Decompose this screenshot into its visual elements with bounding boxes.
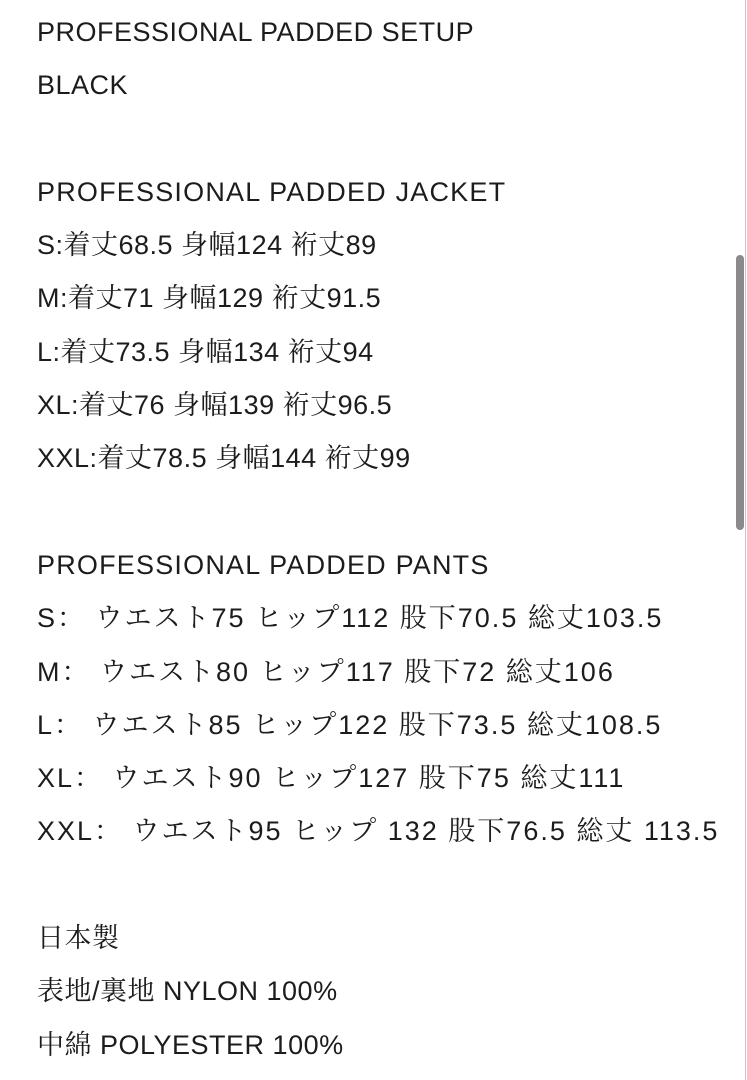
jacket-size-row-xl: XL:着丈76 身幅139 裄丈96.5 [37, 390, 393, 421]
jacket-heading: PROFESSIONAL PADDED JACKET [37, 176, 507, 207]
origin-text: 日本製 [37, 923, 120, 954]
pants-size-row-s: S： ウエスト75 ヒップ112 股下70.5 総丈103.5 [37, 603, 664, 634]
size-spec-text-block [37, 6, 733, 1072]
pants-size-row-xl: XL： ウエスト90 ヒップ127 股下75 総丈111 [37, 763, 626, 794]
product-color: BLACK [37, 70, 129, 101]
scrollbar-thumb[interactable] [736, 255, 744, 530]
pants-size-row-l: L： ウエスト85 ヒップ122 股下73.5 総丈108.5 [37, 709, 663, 740]
spacer [37, 113, 733, 166]
pants-size-row-xxl: XXL： ウエスト95 ヒップ 132 股下76.5 総丈 113.5 [37, 816, 720, 847]
pants-size-row-m: M： ウエスト80 ヒップ117 股下72 総丈106 [37, 656, 615, 687]
jacket-size-row-xxl: XXL:着丈78.5 身幅144 裄丈99 [37, 443, 411, 474]
pants-heading: PROFESSIONAL PADDED PANTS [37, 549, 490, 580]
scrollbar-track-line [745, 0, 746, 1080]
jacket-size-row-l: L:着丈73.5 身幅134 裄丈94 [37, 336, 374, 367]
jacket-size-row-s: S:着丈68.5 身幅124 裄丈89 [37, 230, 377, 261]
spacer [37, 859, 733, 912]
fabric-text: 表地/裏地 NYLON 100% [37, 976, 338, 1007]
product-title: PROFESSIONAL PADDED SETUP [37, 17, 475, 47]
spacer [37, 486, 733, 539]
jacket-size-row-m: M:着丈71 身幅129 裄丈91.5 [37, 283, 382, 314]
padding-text: 中綿 POLYESTER 100% [37, 1029, 344, 1060]
